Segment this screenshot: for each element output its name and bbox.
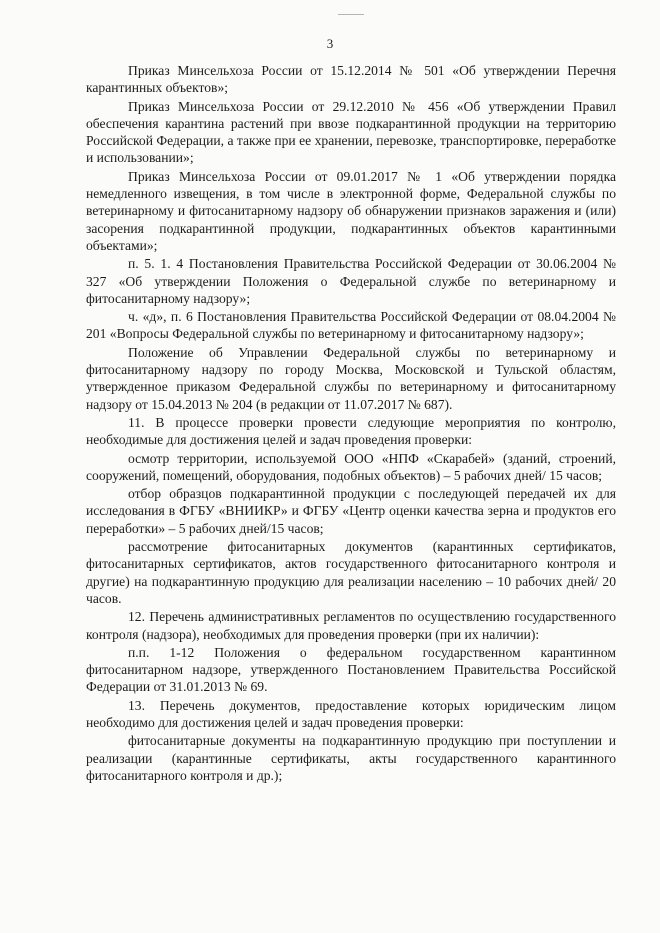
paragraph: рассмотрение фитосанитарных документов (карантинных сертификатов, фитосанитарных сертификатов, актов государственного фитосанитарного контроля и другие) на подкарантинную продукцию для реализации населению – 10 рабочих дней/ 20 часов. (86, 539, 616, 606)
paragraph: Приказ Минсельхоза России от 09.01.2017 № 1 «Об утверждении порядка немедленного извещения, в том числе в электронной форме, Федеральной службы по ветеринарному и фитосанитарному надзору об обнаружении признаков заражения и (или) засорения подкарантинной продукции, подкарантинных объектов карантинными объектами»; (86, 168, 616, 253)
paragraph: 13. Перечень документов, предоставление которых юридическим лицом необходимо для достижения целей и задач проведения проверки: (86, 697, 616, 730)
paragraph: п. 5. 1. 4 Постановления Правительства Российской Федерации от 30.06.2004 № 327 «Об утверждении Положения о Федеральной службе по ветеринарному и фитосанитарному надзору»; (86, 256, 616, 306)
paragraph: Приказ Минсельхоза России от 15.12.2014 № 501 «Об утверждении Перечня карантинных объектов»; (86, 63, 616, 96)
paragraph: осмотр территории, используемой ООО «НПФ «Скарабей» (зданий, строений, сооружений, помещений, оборудования, подобных объектов) – 5 рабочих дней/ 15 часов; (86, 450, 616, 483)
paragraph: фитосанитарные документы на подкарантинную продукцию при поступлении и реализации (карантинные сертификаты, акты государственного карантинного фитосанитарного контроля и др.); (86, 733, 616, 783)
page-number: 3 (326, 36, 334, 51)
paragraph: Положение об Управлении Федеральной службы по ветеринарному и фитосанитарному надзору по городу Москва, Московской и Тульской областям, утвержденное приказом Федеральной службы по ветеринарному и фитосанитарному надзору от 15.04.2013 № 204 (в редакции от 11.07.2017 № 687). (86, 344, 616, 412)
scan-mark (338, 14, 364, 21)
paragraph: ч. «д», п. 6 Постановления Правительства Российской Федерации от 08.04.2004 № 201 «Вопросы Федеральной службы по ветеринарному и фитосанитарному надзору»; (86, 309, 616, 342)
paragraph: отбор образцов подкарантинной продукции с последующей передачей их для исследования в ФГБУ «ВНИИКР» и ФГБУ «Центр оценки качества зерна и продуктов его переработки» – 5 рабочих дней/15 часов; (86, 486, 616, 536)
paragraph: п.п. 1-12 Положения о федеральном государственном карантинном фитосанитарном надзоре, утвержденного Постановлением Правительства Российской Федерации от 31.01.2013 № 69. (86, 644, 616, 695)
paragraph: Приказ Минсельхоза России от 29.12.2010 № 456 «Об утверждении Правил обеспечения карантина растений при ввозе подкарантинной продукции на территорию Российской Федерации, а также при ее хранении, перевозке, транспортировке, переработке и использовании»; (86, 98, 616, 166)
paragraph: 11. В процессе проверки провести следующие мероприятия по контролю, необходимые для достижения целей и задач проведения проверки: (86, 414, 616, 448)
paragraph: 12. Перечень административных регламентов по осуществлению государственного контроля (надзора), необходимых для проведения проверки (при их наличии): (86, 609, 616, 642)
document-body (86, 62, 616, 784)
